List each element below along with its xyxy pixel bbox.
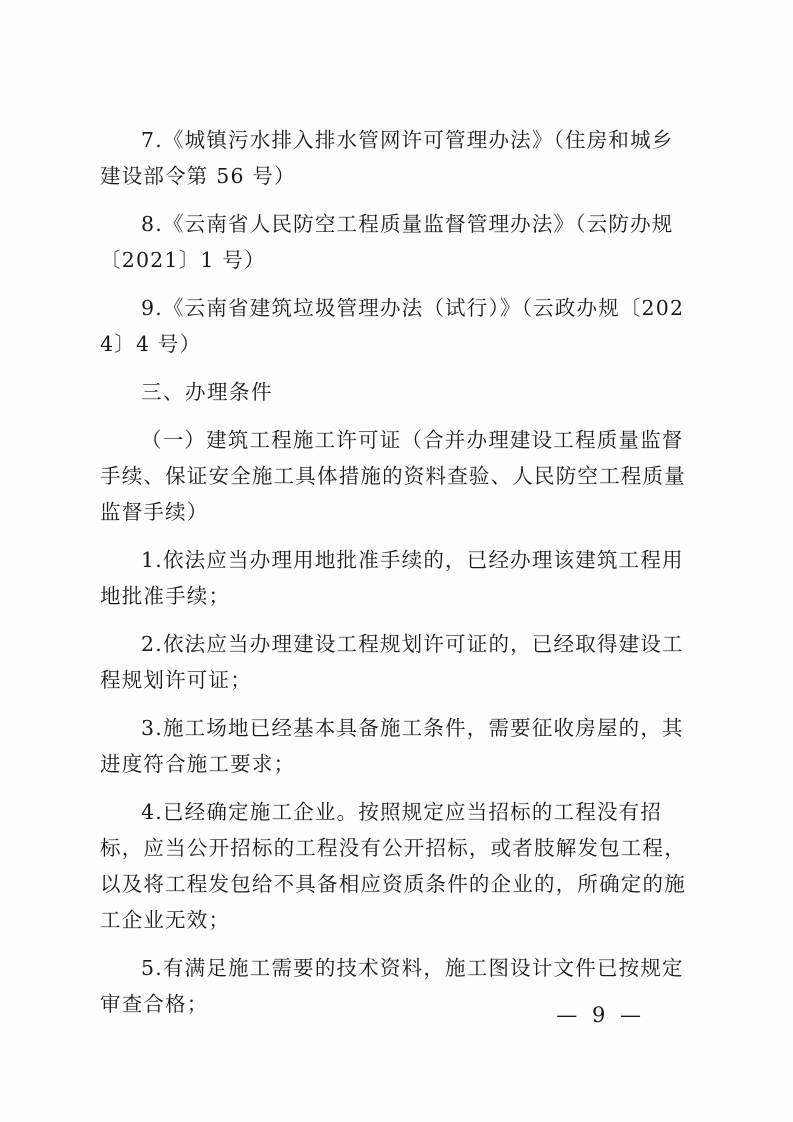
- regulation-item-8: 8.《云南省人民防空工程质量监督管理办法》（云防办规〔2021〕1 号）: [100, 212, 674, 272]
- section-heading: 三、办理条件: [141, 380, 273, 404]
- page-number: — 9 —: [556, 1003, 645, 1027]
- condition-item-5: 5.有满足施工需要的技术资料，施工图设计文件已按规定审查合格；: [100, 956, 684, 1016]
- regulation-item-9: 9.《云南省建筑垃圾管理办法（试行）》（云政办规〔2024〕4 号）: [100, 296, 685, 356]
- condition-item-1: 1.依法应当办理用地批准手续的，已经办理该建筑工程用地批准手续；: [100, 548, 684, 608]
- document-body: [100, 122, 695, 1034]
- condition-item-3: 3.施工场地已经基本具备施工条件，需要征收房屋的，其进度符合施工要求；: [100, 716, 684, 776]
- condition-item-4: 4.已经确定施工企业。按照规定应当招标的工程没有招标，应当公开招标的工程没有公开招标，或者肢解发包工程，以及将工程发包给不具备相应资质条件的企业的，所确定的施工企业无效；: [100, 800, 686, 932]
- condition-item-2: 2.依法应当办理建设工程规划许可证的，已经取得建设工程规划许可证；: [100, 632, 684, 692]
- regulation-item-7: 7.《城镇污水排入排水管网许可管理办法》（住房和城乡建设部令第 56 号）: [100, 128, 674, 188]
- sub-heading: （一）建筑工程施工许可证（合并办理建设工程质量监督手续、保证安全施工具体措施的资料查验、人民防空工程质量监督手续）: [100, 428, 686, 524]
